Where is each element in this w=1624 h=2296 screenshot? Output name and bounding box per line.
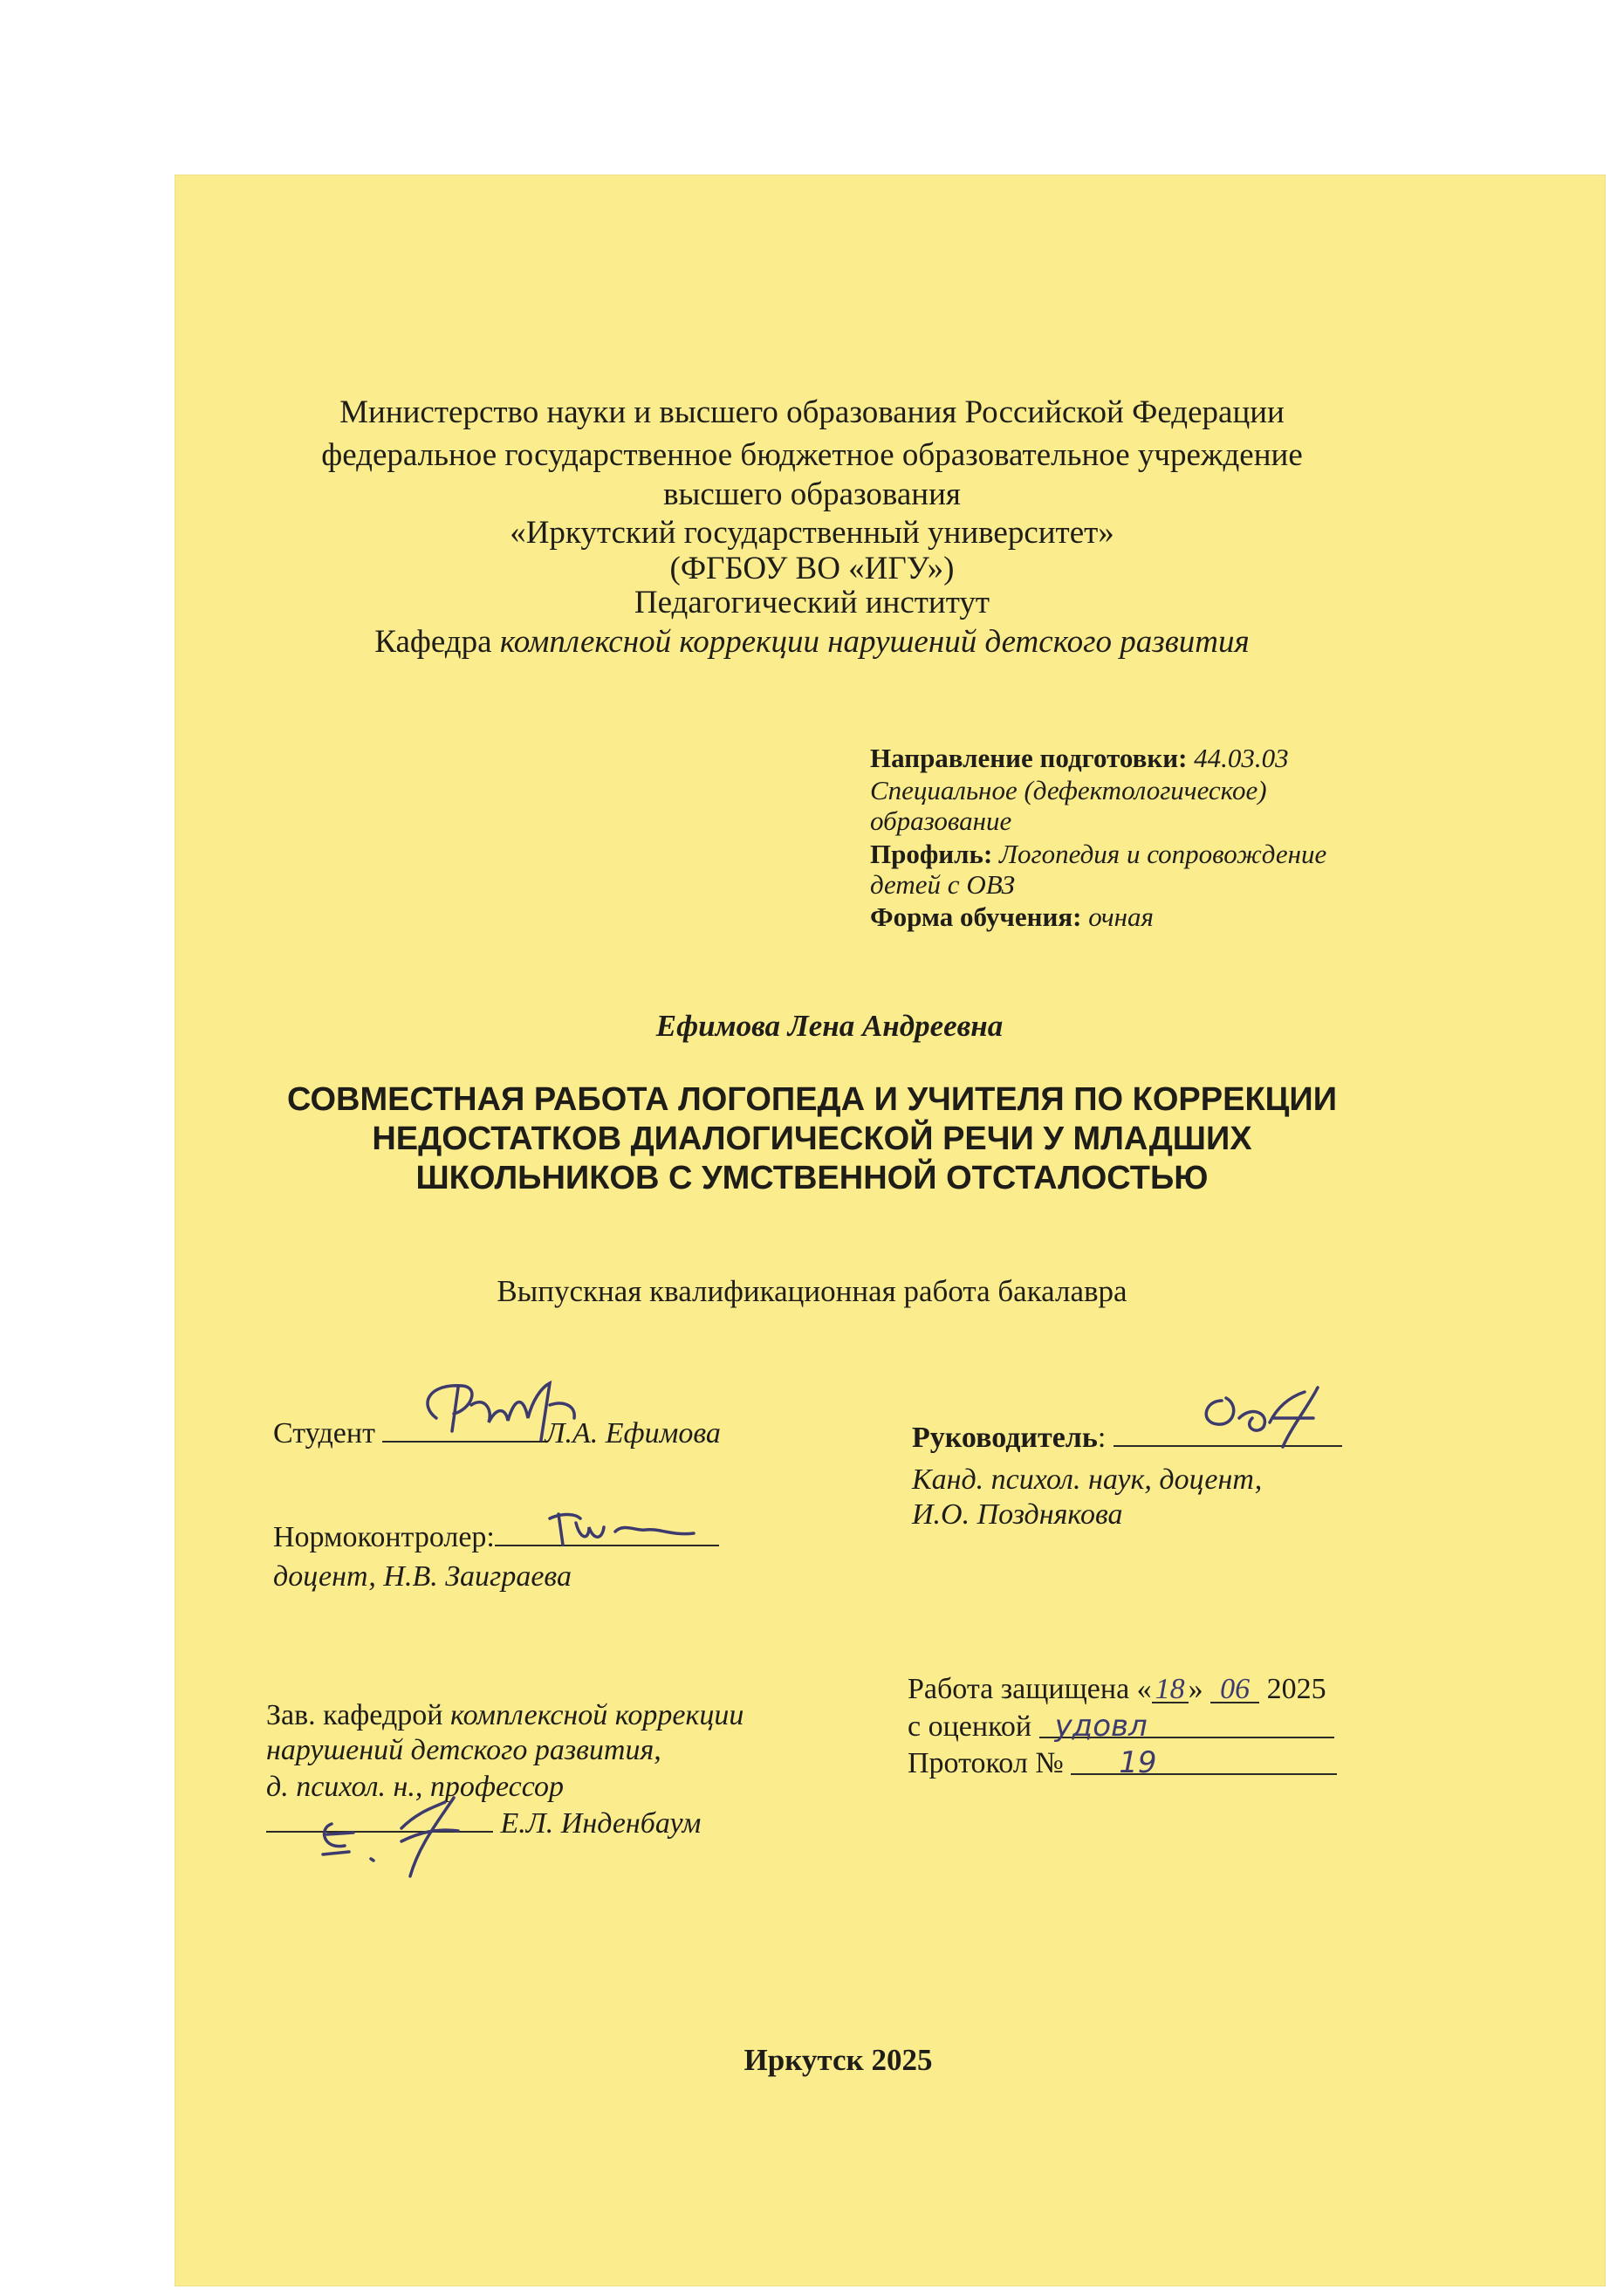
head-of-dept-label: Зав. кафедрой [266,1699,450,1731]
study-form-line [870,902,1154,931]
education-level-line: высшего образования [663,476,961,512]
supervisor-name: И.О. Позднякова [912,1498,1123,1531]
defense-date-line [908,1672,1326,1707]
head-of-dept-line [266,1698,743,1733]
thesis-title-line-2: НЕДОСТАТКОВ ДИАЛОГИЧЕСКОЙ РЕЧИ У МЛАДШИХ [372,1121,1252,1157]
direction-name-1: Специальное (дефектологическое) [870,775,1267,805]
thesis-title-line-3: ШКОЛЬНИКОВ С УМСТВЕННОЙ ОТСТАЛОСТЬЮ [415,1160,1209,1196]
student-label: Студент [273,1417,383,1450]
grade-line [908,1709,1334,1744]
protocol-line [908,1745,1337,1781]
direction-name-2: образование [870,805,1012,836]
department-name: комплексной коррекции нарушений детского развития [499,624,1250,660]
study-form-label: Форма обучения: [870,901,1082,932]
protocol-label: Протокол № [908,1747,1072,1779]
defense-month: 06 [1210,1672,1259,1703]
student-signature-line [273,1415,721,1451]
grade-label: с оценкой [908,1710,1039,1743]
supervisor-colon: : [1097,1422,1107,1454]
grade-value: удовл [1039,1709,1334,1738]
profile-value-2: детей с ОВЗ [870,869,1015,900]
ministry-line: Министерство науки и высшего образования Российской Федерации [339,394,1285,430]
student-name: Л.А. Ефимова [545,1417,721,1450]
norm-controller-line [273,1518,719,1555]
direction-code: 44.03.03 [1187,743,1289,773]
author-name: Ефимова Лена Андреевна [655,1009,1004,1043]
head-of-dept-dept-1: комплексной коррекции [449,1699,744,1731]
study-form-value: очная [1081,901,1154,932]
profile-value: Логопедия и сопровождение [992,839,1327,869]
head-of-dept-degree: д. психол. н., профессор [266,1771,564,1803]
supervisor-line [912,1419,1342,1456]
thesis-title-line-1: СОВМЕСТНАЯ РАБОТА ЛОГОПЕДА И УЧИТЕЛЯ ПО КОРРЕКЦИИ [286,1081,1338,1118]
defense-day: 18 [1152,1672,1189,1703]
direction-label: Направление подготовки: [870,743,1188,773]
defense-label: Работа защищена « [908,1673,1152,1705]
university-abbr: (ФГБОУ ВО «ИГУ») [669,551,955,586]
institution-type-line: федеральное государственное бюджетное образовательное учреждение [321,437,1303,473]
norm-controller-name: доцент, Н.В. Заиграева [273,1560,572,1593]
defense-year: 2025 [1259,1673,1326,1705]
work-type: Выпускная квалификационная работа бакалавра [497,1274,1127,1308]
head-of-dept-signature-field [266,1805,493,1833]
city-year: Иркутск 2025 [743,2043,933,2077]
department-prefix: Кафедра [374,624,500,660]
head-of-dept-dept-2: нарушений детского развития, [266,1734,661,1766]
student-signature-field [382,1415,545,1443]
norm-controller-label: Нормоконтролер: [273,1521,495,1553]
protocol-value: 19 [1071,1745,1337,1775]
profile-line [870,840,1326,868]
supervisor-signature-field [1114,1419,1342,1447]
supervisor-label: Руководитель [912,1422,1098,1454]
defense-separator: » [1188,1673,1211,1705]
institute-name: Педагогический институт [634,585,990,620]
department-line [0,624,1624,660]
head-of-dept-name: Е.Л. Инденбаум [493,1807,702,1840]
supervisor-degree: Канд. психол. наук, доцент, [912,1463,1263,1496]
head-of-dept-signature-line [266,1805,701,1841]
profile-label: Профиль: [870,839,993,869]
direction-line [870,744,1289,772]
university-name: «Иркутский государственный университет» [510,515,1114,551]
norm-controller-signature-field [495,1518,719,1546]
